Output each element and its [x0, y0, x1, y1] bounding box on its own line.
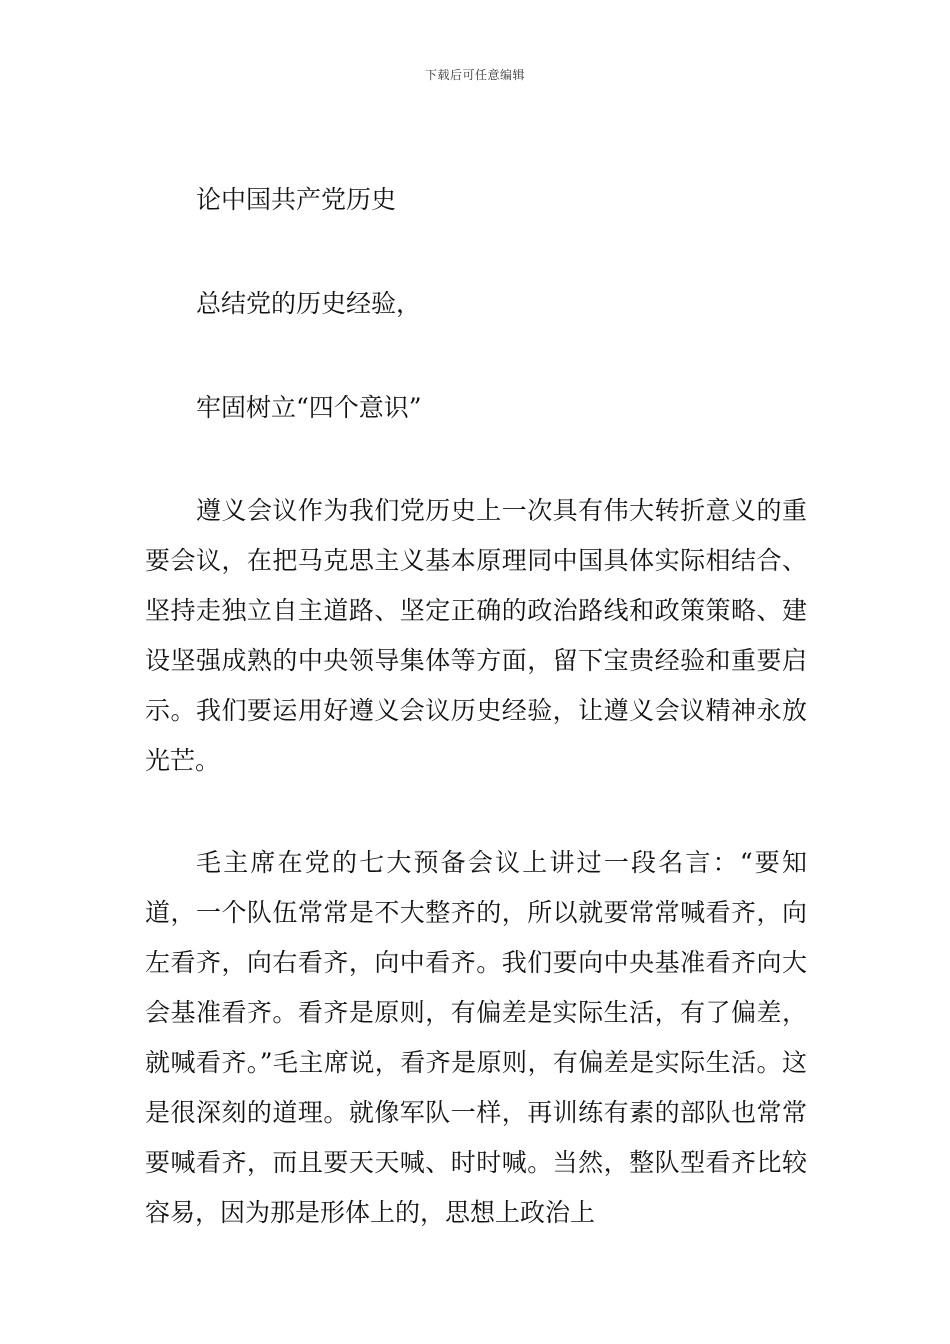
- title-line-1: 论中国共产党历史: [196, 185, 397, 214]
- title-line-3: 牢固树立“四个意识”: [196, 393, 422, 422]
- paragraph-2: 毛主席在党的七大预备会议上讲过一段名言：“要知道，一个队伍常常是不大整齐的，所以就要常常喊看齐，向左看齐，向右看齐，向中看齐。我们要向中央基准看齐向大会基准看齐。看齐是原则，有偏差是实际生活，有了偏差，就喊看齐。”毛主席说，看齐是原则，有偏差是实际生活。这是很深刻的道理。就像军队一样，再训练有素的部队也常常要喊看齐，而且要天天喊、时时喊。当然，整队型看齐比较容易，因为那是形体上的，思想上政治上: [145, 848, 807, 1227]
- paragraph-1: 遵义会议作为我们党历史上一次具有伟大转折意义的重要会议，在把马克思主义基本原理同中国具体实际相结合、坚持走独立自主道路、坚定正确的政治路线和政策策略、建设坚强成熟的中央领导集体等方面，留下宝贵经验和重要启示。我们要运用好遵义会议历史经验，让遵义会议精神永放光芒。: [145, 496, 807, 775]
- title-line-2: 总结党的历史经验，: [196, 289, 422, 318]
- header-note: 下载后可任意编辑: [424, 68, 525, 82]
- document-body: [145, 176, 807, 1238]
